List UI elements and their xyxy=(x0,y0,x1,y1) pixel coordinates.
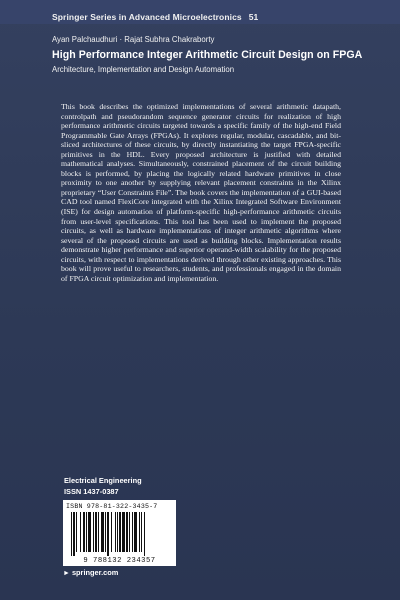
barcode-bar xyxy=(88,512,91,552)
barcode-bar xyxy=(141,512,142,552)
barcode-bar xyxy=(111,512,112,552)
barcode-bar xyxy=(71,512,72,556)
barcode-bar xyxy=(119,512,121,552)
series-name: Springer Series in Advanced Microelectronics xyxy=(52,12,242,22)
barcode-bar xyxy=(122,512,125,552)
barcode-bar xyxy=(83,512,85,552)
issn: ISSN 1437-0387 xyxy=(64,487,119,496)
barcode-bars xyxy=(71,512,168,556)
barcode-bar xyxy=(132,512,133,552)
book-subtitle: Architecture, Implementation and Design Automation xyxy=(52,65,235,74)
barcode-bar xyxy=(80,512,81,552)
book-title: High Performance Integer Arithmetic Circuit Design on FPGA xyxy=(52,49,363,61)
barcode-bar xyxy=(129,512,130,552)
isbn-label: ISBN 978-81-322-3435-7 xyxy=(66,503,158,510)
springer-link[interactable] xyxy=(63,568,118,577)
barcode-bar xyxy=(95,512,97,552)
springer-link-label: springer.com xyxy=(71,568,119,577)
barcode-digits: 9 788132 234357 xyxy=(83,557,156,565)
barcode-bar xyxy=(86,512,87,552)
barcode-bar xyxy=(117,512,118,552)
authors: Ayan Palchaudhuri · Rajat Subhra Chakraborty xyxy=(52,35,215,44)
subject-category: Electrical Engineering xyxy=(64,476,142,485)
barcode-bar xyxy=(93,512,94,552)
series-line xyxy=(52,12,258,22)
series-number: 51 xyxy=(248,12,259,22)
barcode-bar xyxy=(98,512,99,552)
barcode-bar xyxy=(76,512,77,552)
book-description: This book describes the optimized implementations of several arithmetic datapath, controlpath and pseudorandom sequence generator circuits for realization of high performance arithmetic circuits targeted towards a specific family of the high-end Field Programmable Gate Arrays (FPGAs). It explores regular, modular, cascadable, and bit-sliced architectures of these circuits, by directly instantiating the target FPGA-specific primitives in the HDL. Every proposed architecture is justified with detailed mathematical analyses. Simultaneously, constrained placement of the circuit building blocks is performed, by placing the logically related hardware primitives in close proximity to one another by supplying relevant placement constraints in the Xilinx proprietary “User Constraints File”. The book covers the implementation of a GUI-based CAD tool named FlexiCore integrated with the Xilinx Integrated Software Environment (ISE) for design automation of platform-specific high-performance arithmetic circuits from user-level specifications. This tool has been used to implement the proposed circuits, as well as hardware implementations of integer arithmetic algorithms where several of the proposed circuits are used as building blocks. Implementation results demonstrate higher performance and superior operand-width scalability for the proposed circuits, with respect to implementations derived through other existing approaches. This book will prove useful to researchers, students, and professionals engaged in the domain of FPGA circuit optimization and implementation. xyxy=(61,102,341,283)
barcode-bar xyxy=(134,512,137,552)
barcode-bar xyxy=(101,512,104,552)
barcode-bar xyxy=(139,512,140,552)
arrow-icon: ► xyxy=(63,570,70,577)
barcode-bar xyxy=(107,512,109,556)
barcode-bar xyxy=(126,512,128,552)
barcode-bar xyxy=(73,512,75,556)
barcode-bar xyxy=(144,512,145,556)
barcode-bar xyxy=(105,512,106,552)
barcode-bar xyxy=(115,512,116,552)
isbn-barcode xyxy=(63,500,176,566)
